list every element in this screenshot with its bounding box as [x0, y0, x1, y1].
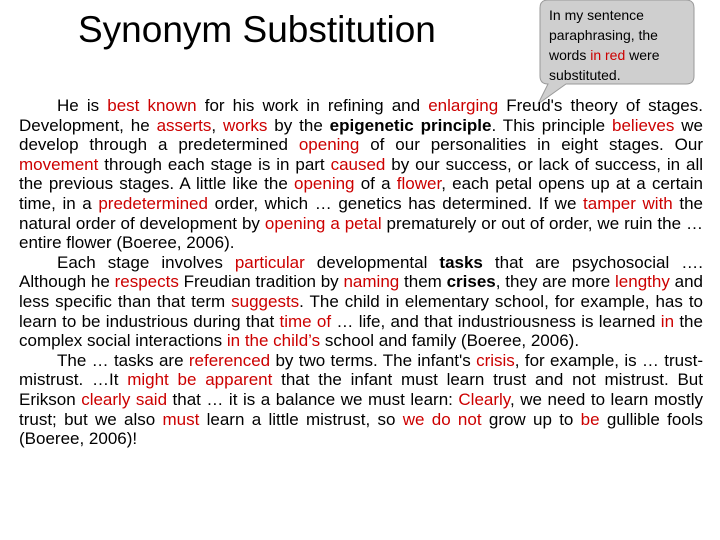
text-segment: . This principle — [491, 115, 613, 135]
text-segment: by our success, or lack of success, in all the previous stages. A little like the — [19, 154, 703, 194]
substituted-word: in — [660, 311, 675, 331]
substituted-word: clearly said — [81, 389, 168, 409]
text-segment: them — [399, 272, 447, 292]
bold-term: tasks — [439, 252, 483, 272]
text-segment: He is — [57, 96, 108, 115]
substituted-word: Clearly — [458, 389, 511, 409]
substituted-word: particular — [234, 252, 305, 272]
substituted-word: naming — [343, 272, 400, 292]
substituted-word: suggests — [231, 291, 300, 311]
text-segment: by two terms. The infant's — [270, 350, 477, 370]
substituted-word: works — [223, 115, 268, 135]
text-segment: , — [211, 115, 223, 135]
text-segment: , they are more — [495, 272, 616, 292]
text-segment: Freudian tradition by — [178, 272, 344, 292]
text-segment: that are psychosocial …. Although he — [19, 252, 703, 292]
text-segment — [169, 370, 178, 389]
text-segment: prematurely or out of order, we ruin the … entire flower (Boeree, 2006). — [19, 213, 703, 253]
substituted-word: in the child’s — [226, 331, 321, 351]
callout-text: In my sentence paraphrasing, the words in red were substituted. — [549, 7, 660, 83]
text-segment: The … tasks are — [57, 350, 189, 370]
substituted-word: opening a petal — [264, 213, 382, 233]
bold-term: crises — [446, 272, 496, 292]
substituted-word: be apparent — [177, 370, 273, 390]
substituted-word: opening — [294, 174, 355, 194]
text-segment: of a — [354, 174, 397, 194]
text-segment: Freud's theory of stages. Development, he — [19, 96, 703, 135]
text-segment: . The child in elementary school, for example, has to learn to be industrious during that — [19, 291, 703, 331]
text-segment: … life, and that industriousness is learned — [331, 311, 661, 331]
substituted-word: might — [127, 370, 169, 390]
text-segment: that … it is a balance we must learn: — [167, 389, 459, 409]
substituted-word: movement — [19, 154, 99, 174]
text-segment: for his work in refining and — [196, 96, 429, 115]
text-segment: that the infant must learn trust and not mistrust. But Erikson — [19, 370, 703, 409]
text-segment: and less specific than that term — [19, 272, 703, 311]
bold-term: epigenetic principle — [329, 115, 492, 135]
substituted-word: best known — [107, 96, 197, 115]
substituted-word: must — [162, 409, 200, 429]
text-segment: gullible fools (Boeree, 2006)! — [19, 409, 704, 449]
substituted-word: crisis — [476, 350, 515, 370]
text-segment: developmental — [304, 252, 440, 272]
substituted-word: respects — [114, 272, 179, 292]
substituted-word: tamper with — [583, 193, 673, 213]
substituted-word: opening — [298, 135, 360, 155]
text-segment: through each stage is in part — [98, 154, 331, 174]
substituted-word: we do not — [402, 409, 482, 429]
substituted-word: be — [580, 409, 600, 429]
paragraph-2 — [19, 253, 703, 351]
text-segment: of our personalities in eight stages. Our — [359, 135, 703, 155]
substituted-word: enlarging — [428, 96, 499, 115]
substituted-word: caused — [330, 154, 386, 174]
text-segment: the natural order of development by — [19, 193, 704, 233]
text-segment: , for example, is … trust-mistrust. …It — [19, 350, 703, 390]
text-segment: , we need to learn mostly trust; but we also — [19, 389, 703, 429]
substituted-word: asserts — [156, 115, 212, 135]
text-segment: we develop through a predetermined — [19, 115, 704, 155]
text-segment: grow up to — [481, 409, 581, 429]
page-title: Synonym Substitution — [78, 9, 436, 50]
text-segment: school and family (Boeree, 2006). — [320, 331, 580, 351]
text-segment: , each petal opens up at a certain time, in a — [19, 174, 703, 213]
text-segment: order, which … genetics has determined. If we — [207, 193, 584, 213]
paragraph-3 — [19, 351, 703, 449]
substituted-word: believes — [612, 115, 675, 135]
callout-red-words: in red — [590, 47, 626, 63]
body-text — [19, 96, 703, 449]
text-segment: the complex social interactions — [19, 311, 703, 351]
substituted-word: flower — [396, 174, 442, 194]
substituted-word: lengthy — [615, 272, 670, 292]
paragraph-1 — [19, 96, 703, 253]
text-segment: Each stage involves — [57, 252, 235, 272]
text-segment: learn a little mistrust, so — [199, 409, 403, 429]
text-segment: by the — [267, 115, 330, 135]
substituted-word: time of — [279, 311, 332, 331]
substituted-word: predetermined — [98, 193, 208, 213]
substituted-word: referenced — [188, 350, 271, 370]
